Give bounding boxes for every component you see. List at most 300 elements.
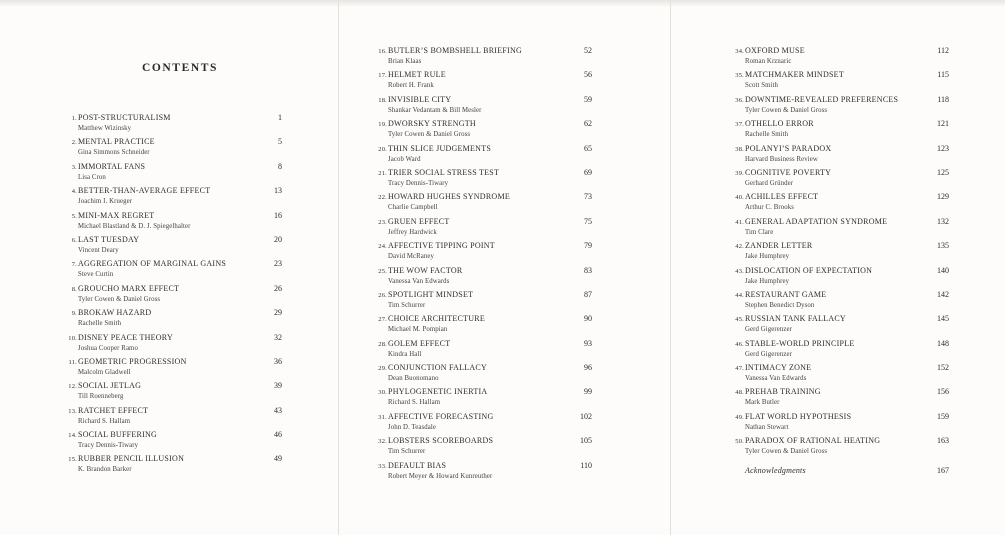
toc-entry-title-line xyxy=(65,405,282,417)
entry-author: Stephen Benedict Dyson xyxy=(745,301,815,309)
entry-page-number: 16 xyxy=(274,210,282,220)
entry-number: 35. xyxy=(735,72,744,80)
entry-page-number: 105 xyxy=(580,436,592,446)
toc-entry xyxy=(65,112,282,136)
toc-entry-title-line xyxy=(732,362,949,374)
toc-entry-title-line xyxy=(732,118,949,130)
toc-entry xyxy=(65,332,282,356)
entry-author: Steve Curtin xyxy=(78,271,114,279)
entry-number: 31. xyxy=(378,413,387,421)
toc-entry-title-line xyxy=(375,362,592,374)
entry-number: 48. xyxy=(735,389,744,397)
entry-number: 18. xyxy=(378,96,387,104)
entry-page-number: 20 xyxy=(274,234,282,244)
entry-number: 50. xyxy=(735,438,744,446)
toc-entry xyxy=(732,386,949,410)
entry-number: 4. xyxy=(71,188,77,196)
entry-author: Vanessa Van Edwards xyxy=(745,375,807,383)
entry-page-number: 83 xyxy=(584,265,592,275)
entry-page-number: 29 xyxy=(274,308,282,318)
toc-entry xyxy=(375,69,592,93)
toc-entry-title-line xyxy=(732,240,949,252)
entry-page-number: 1 xyxy=(278,113,282,122)
entry-page-number: 36 xyxy=(274,356,282,366)
entry-author: Gerd Gigerenzer xyxy=(745,326,792,334)
toc-entry xyxy=(732,289,949,313)
entry-number: 1. xyxy=(71,115,77,122)
toc-entry-title-line xyxy=(375,45,592,57)
toc-entry xyxy=(732,411,949,435)
entry-page-number: 65 xyxy=(584,143,592,153)
toc-entry xyxy=(375,94,592,118)
entry-title: MINI-MAX REGRET xyxy=(78,210,155,220)
entry-title: IMMORTAL FANS xyxy=(78,161,146,171)
toc-column-2 xyxy=(375,45,592,484)
entry-title: THE WOW FACTOR xyxy=(388,265,463,275)
entry-author: Jacob Ward xyxy=(388,155,421,163)
entry-author: Roman Krznaric xyxy=(745,58,792,65)
entry-page-number: 8 xyxy=(278,161,282,171)
entry-number: 8. xyxy=(71,285,77,293)
entry-page-number: 23 xyxy=(274,259,282,269)
toc-entry xyxy=(375,167,592,191)
entry-author: Jake Humphrey xyxy=(745,253,790,261)
entry-number: 11. xyxy=(68,358,77,366)
toc-entry-title-line xyxy=(375,265,592,277)
entry-page-number: 159 xyxy=(937,411,949,421)
entry-number: 32. xyxy=(378,438,387,446)
entry-title: GEOMETRIC PROGRESSION xyxy=(78,356,187,366)
toc-entry-title-line xyxy=(375,191,592,203)
toc-entry-title-line xyxy=(732,191,949,203)
toc-entry xyxy=(375,216,592,240)
entry-title: SOCIAL JETLAG xyxy=(78,381,142,391)
entry-author: Jeffrey Hardwick xyxy=(388,228,437,236)
toc-entry-title-line xyxy=(65,210,282,222)
toc-entry-title-line xyxy=(732,313,949,325)
entry-title: INTIMACY ZONE xyxy=(745,363,812,373)
entry-title: BROKAW HAZARD xyxy=(78,308,152,318)
toc-entry xyxy=(375,265,592,289)
entry-title: DISNEY PEACE THEORY xyxy=(78,332,173,342)
entry-number: 49. xyxy=(735,413,744,421)
entry-number: 19. xyxy=(378,121,387,129)
entry-number: 21. xyxy=(378,169,387,177)
entry-title: GENERAL ADAPTATION SYNDROME xyxy=(745,216,888,226)
entry-page-number: 99 xyxy=(584,387,592,397)
entry-author: Vincent Deary xyxy=(78,246,119,254)
entry-author: Malcolm Gladwell xyxy=(78,368,131,376)
entry-author: Tim Clare xyxy=(745,228,774,236)
entry-title: CHOICE ARCHITECTURE xyxy=(388,314,485,324)
entry-page-number: 135 xyxy=(937,241,949,251)
entry-page-number: 115 xyxy=(937,70,949,80)
toc-entry xyxy=(375,289,592,313)
entry-page-number: 75 xyxy=(584,216,592,226)
entry-author: Robert Meyer & Howard Kunreuther xyxy=(388,472,493,480)
entry-page-number: 129 xyxy=(937,192,949,202)
entry-number: 34. xyxy=(735,48,744,55)
entry-number: 17. xyxy=(378,72,387,80)
entry-page-number: 13 xyxy=(274,186,282,196)
toc-entry xyxy=(732,45,949,69)
toc-entry xyxy=(732,118,949,142)
entry-page-number: 142 xyxy=(937,289,949,299)
entry-author: Rachelle Smith xyxy=(78,320,122,328)
toc-entry xyxy=(375,240,592,264)
toc-entry-title-line xyxy=(375,435,592,447)
entry-title: GRUEN EFFECT xyxy=(388,216,450,226)
toc-entry-title-line xyxy=(375,118,592,130)
toc-entry-title-line xyxy=(65,283,282,295)
toc-entry-title-line xyxy=(65,161,282,173)
entry-page-number: 121 xyxy=(937,119,949,129)
entry-number: 43. xyxy=(735,267,744,275)
entry-number: 3. xyxy=(71,163,77,171)
entry-title: LOBSTERS SCOREBOARDS xyxy=(388,436,494,446)
entry-author: Richard S. Hallam xyxy=(388,399,441,407)
entry-page-number: 26 xyxy=(274,283,282,293)
toc-entry xyxy=(732,69,949,93)
toc-entry-title-line xyxy=(375,313,592,325)
toc-entry-title-line xyxy=(65,380,282,392)
entry-number: 40. xyxy=(735,194,744,202)
entry-author: Scott Smith xyxy=(745,82,779,90)
entry-page-number: 90 xyxy=(584,314,592,324)
entry-number: 23. xyxy=(378,218,387,226)
entry-title: HOWARD HUGHES SYNDROME xyxy=(388,192,510,202)
entry-page-number: 56 xyxy=(584,70,592,80)
entry-page-number: 69 xyxy=(584,167,592,177)
entry-author: Vanessa Van Edwards xyxy=(388,277,450,285)
entry-page-number: 49 xyxy=(274,454,282,464)
entry-author: Michael M. Pompian xyxy=(388,326,448,334)
entry-number: 33. xyxy=(378,462,387,470)
entry-number: 27. xyxy=(378,316,387,324)
entry-number: 22. xyxy=(378,194,387,202)
toc-entry-title-line xyxy=(375,69,592,81)
toc-entry-title-line xyxy=(65,453,282,465)
toc-entry-title-line xyxy=(732,143,949,155)
entry-title: OXFORD MUSE xyxy=(745,46,805,55)
entry-author: Gerd Gigerenzer xyxy=(745,350,792,358)
entry-title: PREHAB TRAINING xyxy=(745,387,821,397)
entry-author: Joachim I. Krueger xyxy=(78,198,133,206)
entry-number: 15. xyxy=(68,456,77,464)
entry-author: Dean Buonomano xyxy=(388,375,439,383)
entry-title: DEFAULT BIAS xyxy=(388,460,447,470)
entry-page-number: 125 xyxy=(937,167,949,177)
toc-entry-title-line xyxy=(375,460,592,472)
entry-author: Mark Butler xyxy=(745,399,780,407)
toc-entry xyxy=(732,313,949,337)
toc-entry xyxy=(375,45,592,69)
entry-author: Gerhard Gründer xyxy=(745,179,794,187)
toc-entry xyxy=(375,435,592,459)
toc-entry-title-line xyxy=(65,356,282,368)
entry-title: MATCHMAKER MINDSET xyxy=(745,70,844,80)
entry-page-number: 152 xyxy=(937,363,949,373)
entry-number: 5. xyxy=(71,212,77,220)
entry-title: LAST TUESDAY xyxy=(78,234,140,244)
toc-entry-title-line xyxy=(65,307,282,319)
entry-number: 26. xyxy=(378,291,387,299)
toc-entry xyxy=(65,136,282,160)
toc-entry xyxy=(65,453,282,477)
entry-page-number: 59 xyxy=(584,94,592,104)
entry-title: BUTLER’S BOMBSHELL BRIEFING xyxy=(388,46,523,55)
entry-author: Tyler Cowen & Daniel Gross xyxy=(745,448,828,456)
toc-entry xyxy=(732,362,949,386)
entry-author: Richard S. Hallam xyxy=(78,417,131,425)
entry-author: Charlie Campbell xyxy=(388,204,438,212)
toc-column-1 xyxy=(65,112,282,478)
back-matter-row xyxy=(732,465,949,476)
toc-entry-title-line xyxy=(375,411,592,423)
entry-page-number: 32 xyxy=(274,332,282,342)
entry-author: Michael Blastland & D. J. Spiegelhalter xyxy=(78,222,191,230)
entry-title: BETTER-THAN-AVERAGE EFFECT xyxy=(78,186,211,196)
toc-entry-title-line xyxy=(732,45,949,57)
toc-entry xyxy=(65,356,282,380)
toc-entry xyxy=(375,386,592,410)
toc-entry-title-line xyxy=(65,112,282,124)
entry-title: DISLOCATION OF EXPECTATION xyxy=(745,265,873,275)
toc-entry-title-line xyxy=(375,338,592,350)
toc-entry-title-line xyxy=(732,435,949,447)
entry-title: PARADOX OF RATIONAL HEATING xyxy=(745,436,881,446)
entry-title: RATCHET EFFECT xyxy=(78,405,149,415)
entry-number: 44. xyxy=(735,291,744,299)
entry-page-number: 52 xyxy=(584,46,592,55)
toc-entry xyxy=(65,258,282,282)
entry-title: HELMET RULE xyxy=(388,70,446,80)
entry-title: SOCIAL BUFFERING xyxy=(78,430,158,440)
entry-page-number: 46 xyxy=(274,430,282,440)
toc-entry-title-line xyxy=(65,258,282,270)
toc-entry xyxy=(375,338,592,362)
entry-page-number: 145 xyxy=(937,314,949,324)
entry-title: GROUCHO MARX EFFECT xyxy=(78,283,180,293)
entry-title: MENTAL PRACTICE xyxy=(78,137,155,147)
page-top-shading xyxy=(0,0,1005,7)
acknowledgments-page-number: 167 xyxy=(937,465,949,475)
toc-entry xyxy=(65,429,282,453)
toc-entry-title-line xyxy=(65,136,282,148)
entry-page-number: 163 xyxy=(937,436,949,446)
entry-author: Tyler Cowen & Daniel Gross xyxy=(745,106,828,114)
entry-number: 47. xyxy=(735,365,744,373)
entry-title: TRIER SOCIAL STRESS TEST xyxy=(388,167,500,177)
entry-page-number: 148 xyxy=(937,338,949,348)
entry-title: CONJUNCTION FALLACY xyxy=(388,363,488,373)
toc-entry xyxy=(375,191,592,215)
entry-author: Shankar Vedantam & Bill Mesler xyxy=(388,106,482,114)
toc-entry-title-line xyxy=(375,94,592,106)
entry-number: 12. xyxy=(68,383,77,391)
entry-page-number: 93 xyxy=(584,338,592,348)
entry-title: AFFECTIVE TIPPING POINT xyxy=(388,241,495,251)
toc-entry-title-line xyxy=(732,411,949,423)
entry-title: RESTAURANT GAME xyxy=(745,289,827,299)
entry-page-number: 96 xyxy=(584,363,592,373)
toc-entry xyxy=(65,405,282,429)
entry-number: 24. xyxy=(378,243,387,251)
entry-number: 28. xyxy=(378,340,387,348)
entry-page-number: 43 xyxy=(274,405,282,415)
entry-number: 45. xyxy=(735,316,744,324)
entry-number: 39. xyxy=(735,169,744,177)
entry-number: 37. xyxy=(735,121,744,129)
toc-entry xyxy=(375,411,592,435)
toc-entry xyxy=(65,234,282,258)
entry-page-number: 39 xyxy=(274,381,282,391)
entry-number: 2. xyxy=(71,139,77,147)
entry-page-number: 5 xyxy=(278,137,282,147)
entry-page-number: 123 xyxy=(937,143,949,153)
toc-entry xyxy=(65,283,282,307)
entry-author: Gina Simmons Schneider xyxy=(78,149,150,157)
toc-entry-title-line xyxy=(375,143,592,155)
entry-author: Joshua Cooper Ramo xyxy=(78,344,138,352)
entry-author: K. Brandon Barker xyxy=(78,466,132,474)
entry-title: ZANDER LETTER xyxy=(745,241,813,251)
entry-page-number: 110 xyxy=(580,460,592,470)
entry-page-number: 118 xyxy=(937,94,949,104)
toc-entry-title-line xyxy=(732,216,949,228)
entry-author: Brian Klaas xyxy=(388,58,422,65)
entry-author: Tracy Dennis-Tiwary xyxy=(388,179,449,187)
toc-entry-title-line xyxy=(732,289,949,301)
entry-number: 25. xyxy=(378,267,387,275)
entry-author: Nathan Stewart xyxy=(745,423,789,431)
toc-entry-title-line xyxy=(732,386,949,398)
entry-title: RUSSIAN TANK FALLACY xyxy=(745,314,846,324)
entry-number: 7. xyxy=(71,261,77,269)
entry-title: AGGREGATION OF MARGINAL GAINS xyxy=(78,259,227,269)
toc-entry xyxy=(375,460,592,484)
entry-page-number: 112 xyxy=(937,46,949,55)
toc-entry-title-line xyxy=(65,234,282,246)
entry-number: 14. xyxy=(68,432,77,440)
toc-entry xyxy=(375,362,592,386)
entry-title: COGNITIVE POVERTY xyxy=(745,167,832,177)
toc-entry xyxy=(732,191,949,215)
entry-page-number: 156 xyxy=(937,387,949,397)
entry-page-number: 140 xyxy=(937,265,949,275)
entry-page-number: 62 xyxy=(584,119,592,129)
entry-title: RUBBER PENCIL ILLUSION xyxy=(78,454,185,464)
toc-entry xyxy=(65,307,282,331)
toc-entry-title-line xyxy=(732,265,949,277)
entry-author: Arthur C. Brooks xyxy=(745,204,794,212)
toc-entry-title-line xyxy=(375,216,592,228)
entry-author: Tyler Cowen & Daniel Gross xyxy=(78,295,161,303)
entry-number: 10. xyxy=(68,334,77,342)
entry-author: Till Roenneberg xyxy=(78,393,124,401)
entry-number: 42. xyxy=(735,243,744,251)
entry-page-number: 79 xyxy=(584,241,592,251)
toc-entry xyxy=(65,380,282,404)
entry-title: AFFECTIVE FORECASTING xyxy=(388,411,494,421)
entry-page-number: 132 xyxy=(937,216,949,226)
toc-entry-title-line xyxy=(375,289,592,301)
toc-entry xyxy=(732,435,949,459)
entry-number: 46. xyxy=(735,340,744,348)
toc-entry-title-line xyxy=(732,167,949,179)
toc-entry xyxy=(375,118,592,142)
toc-entry-title-line xyxy=(375,240,592,252)
toc-column-3 xyxy=(732,45,949,476)
entry-author: Matthew Wizinsky xyxy=(78,125,132,132)
toc-entry-title-line xyxy=(65,332,282,344)
entry-author: Lisa Cron xyxy=(78,173,106,181)
entry-number: 38. xyxy=(735,145,744,153)
entry-author: Tim Schurrer xyxy=(388,448,426,456)
entry-author: Jake Humphrey xyxy=(745,277,790,285)
entry-author: David McRaney xyxy=(388,253,435,261)
toc-entry xyxy=(732,240,949,264)
toc-entry xyxy=(65,185,282,209)
entry-title: GOLEM EFFECT xyxy=(388,338,451,348)
entry-page-number: 87 xyxy=(584,289,592,299)
entry-title: DOWNTIME-REVEALED PREFERENCES xyxy=(745,94,899,104)
contents-heading: CONTENTS xyxy=(141,62,219,74)
toc-entry-title-line xyxy=(732,94,949,106)
entry-number: 13. xyxy=(68,407,77,415)
toc-entry xyxy=(375,313,592,337)
entry-author: John D. Teasdale xyxy=(388,423,436,431)
toc-entry xyxy=(732,338,949,362)
entry-number: 30. xyxy=(378,389,387,397)
toc-entry-title-line xyxy=(65,185,282,197)
entry-number: 36. xyxy=(735,96,744,104)
entry-author: Rachelle Smith xyxy=(745,131,789,139)
toc-entry xyxy=(375,143,592,167)
entry-author: Tim Schurrer xyxy=(388,301,426,309)
toc-entry xyxy=(65,210,282,234)
entry-author: Tyler Cowen & Daniel Gross xyxy=(388,131,471,139)
entry-number: 20. xyxy=(378,145,387,153)
entry-number: 29. xyxy=(378,365,387,373)
toc-entry xyxy=(65,161,282,185)
toc-entry-title-line xyxy=(375,167,592,179)
entry-title: PHYLOGENETIC INERTIA xyxy=(388,387,488,397)
entry-author: Harvard Business Review xyxy=(745,155,818,163)
toc-entry xyxy=(732,94,949,118)
toc-entry xyxy=(732,216,949,240)
toc-entry-title-line xyxy=(732,69,949,81)
entry-title: THIN SLICE JUDGEMENTS xyxy=(388,143,492,153)
entry-title: ACHILLES EFFECT xyxy=(745,192,819,202)
page-gutter-left xyxy=(338,0,339,535)
entry-page-number: 102 xyxy=(580,411,592,421)
entry-author: Tracy Dennis-Tiwary xyxy=(78,442,139,450)
entry-number: 41. xyxy=(735,218,744,226)
entry-title: DWORSKY STRENGTH xyxy=(388,119,476,129)
entry-number: 16. xyxy=(378,48,387,55)
entry-number: 6. xyxy=(71,236,77,244)
entry-title: STABLE-WORLD PRINCIPLE xyxy=(745,338,855,348)
entry-page-number: 73 xyxy=(584,192,592,202)
toc-entry-title-line xyxy=(65,429,282,441)
entry-title: INVISIBLE CITY xyxy=(388,94,452,104)
toc-entry-title-line xyxy=(732,338,949,350)
toc-entry xyxy=(732,167,949,191)
entry-title: POLANYI’S PARADOX xyxy=(745,143,832,153)
entry-title: SPOTLIGHT MINDSET xyxy=(388,289,474,299)
page-gutter-right xyxy=(670,0,671,535)
